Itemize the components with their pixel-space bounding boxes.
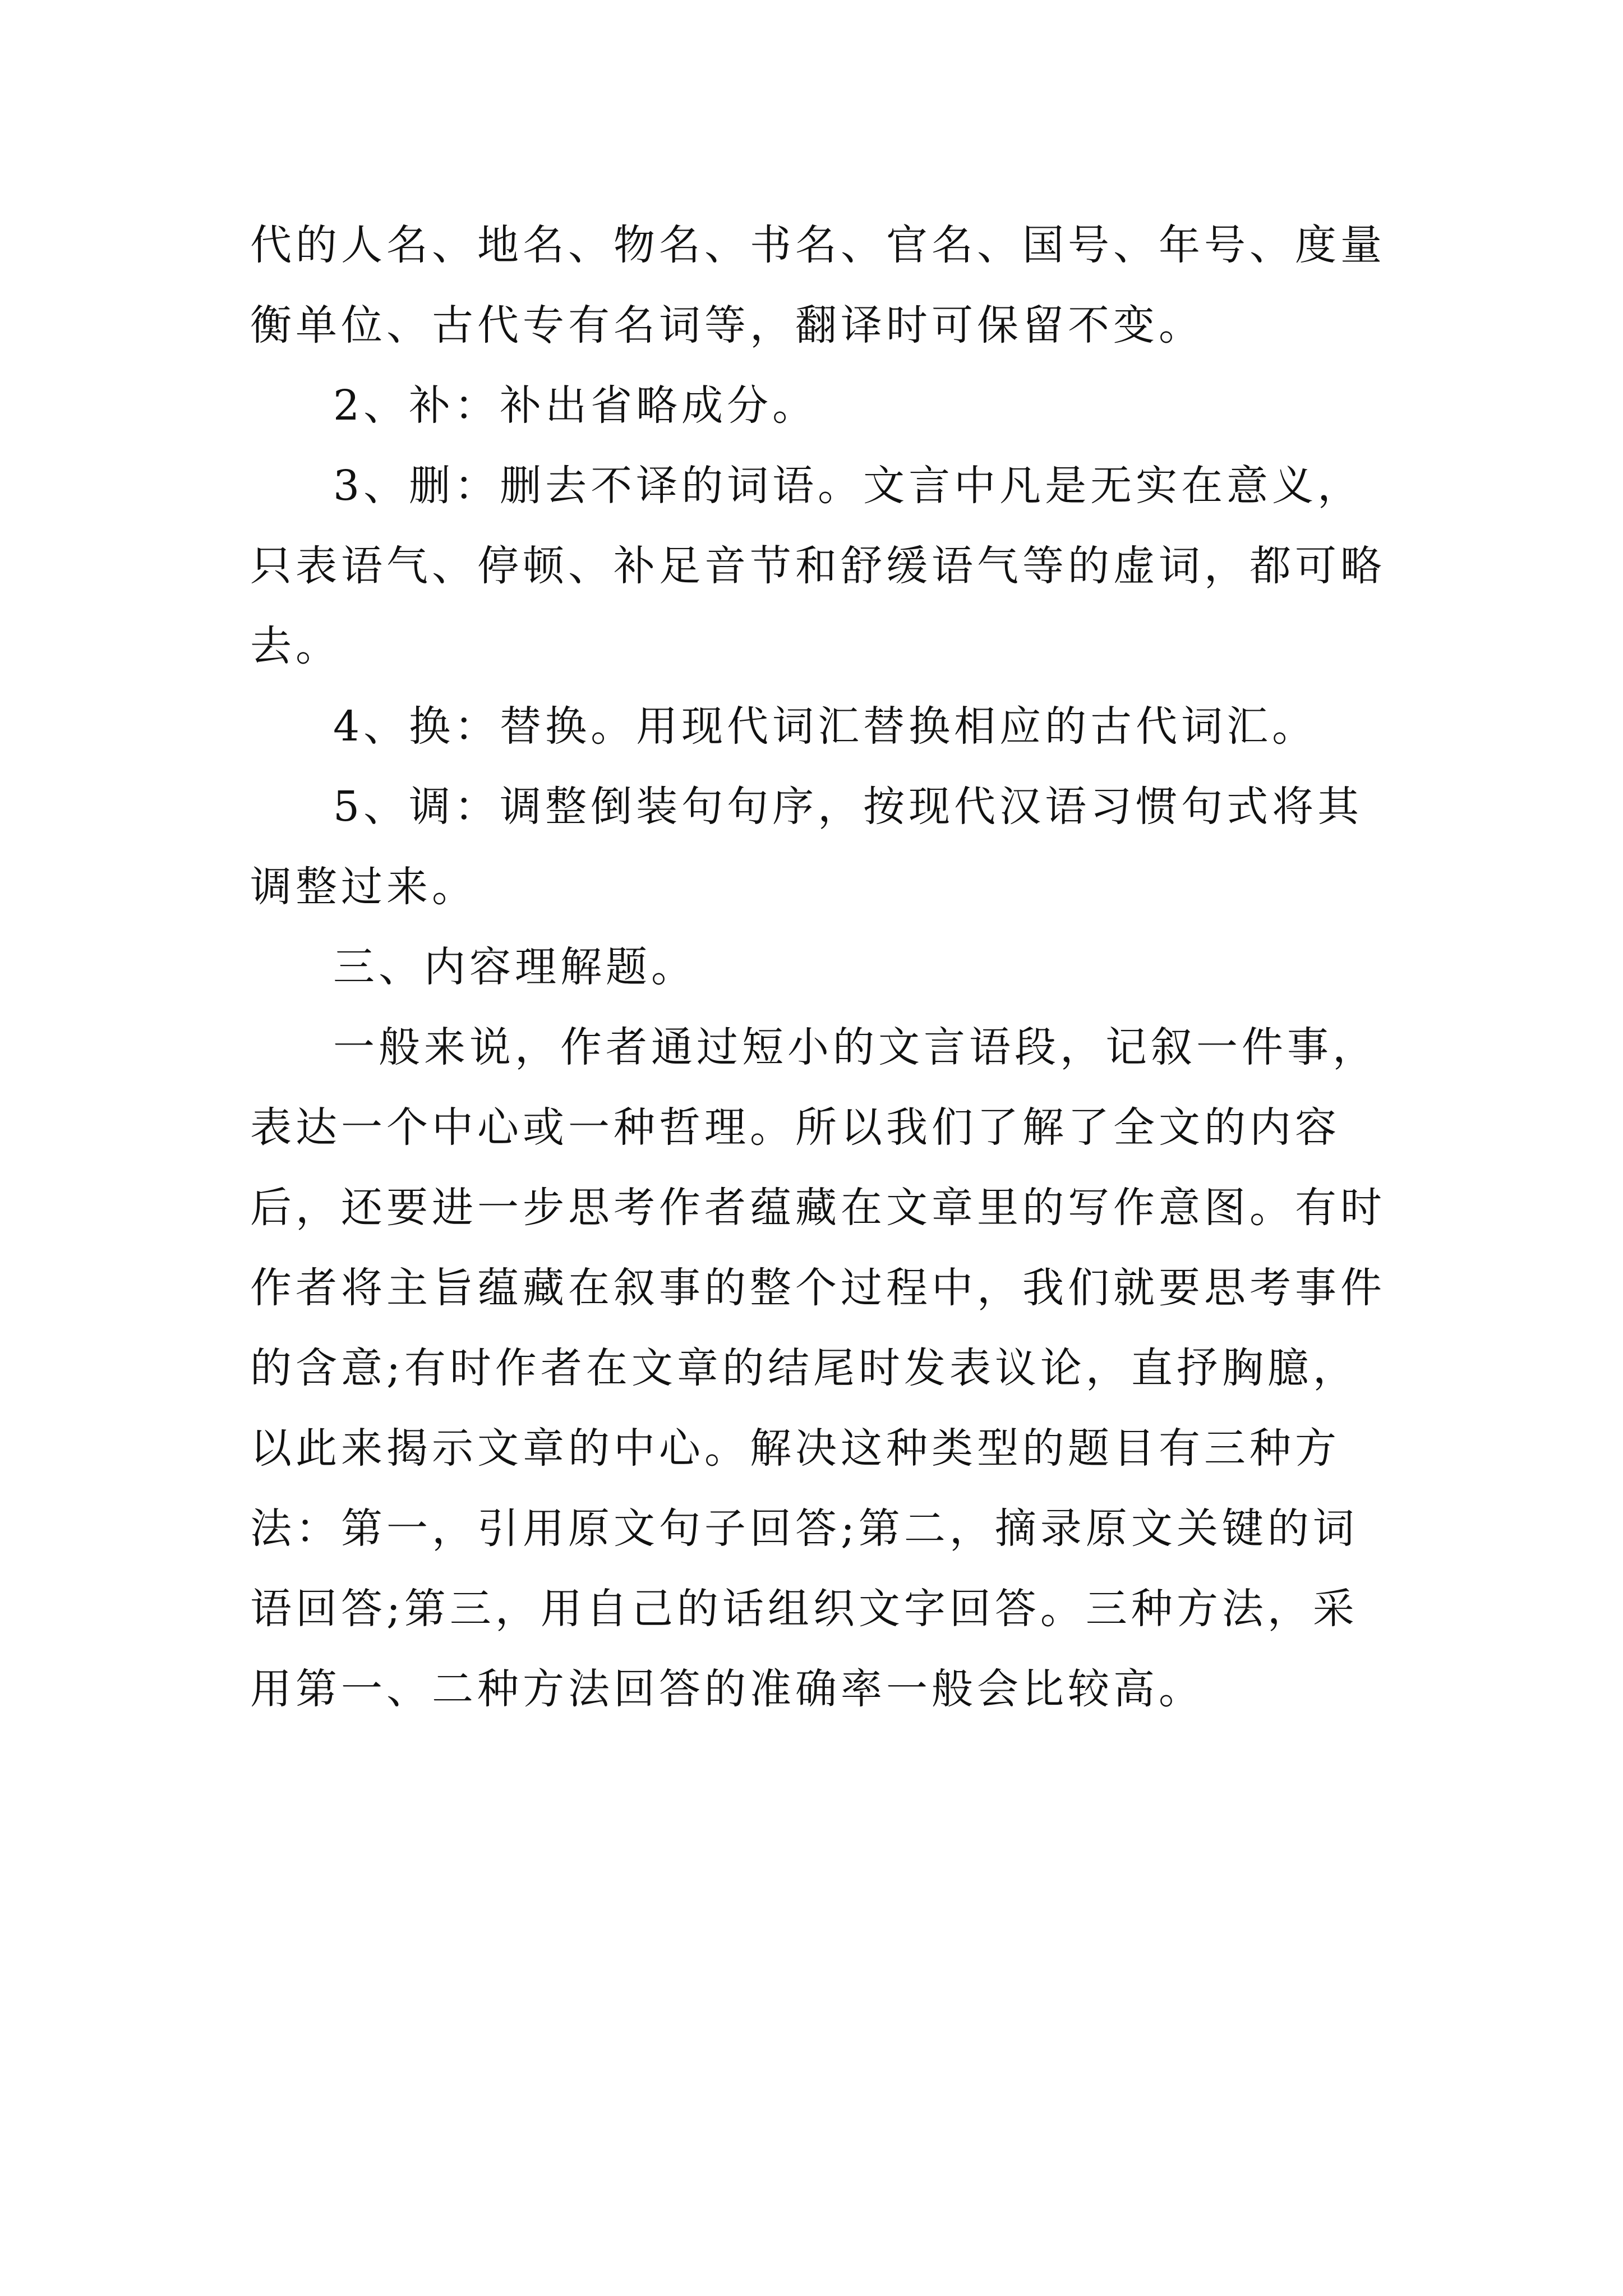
paragraph-method-5: 5、调：调整倒装句句序，按现代汉语习惯句式将其调整过来。 <box>250 783 1363 911</box>
section-heading: 三、内容理解题。 <box>333 943 697 991</box>
paragraph-method-3: 3、删：删去不译的词语。文言中凡是无实在意义，只表语气、停顿、补足音节和舒缓语气等的虚词，都可略去。 <box>250 462 1386 670</box>
paragraph-content-understanding: 一般来说，作者通过短小的文言语段，记叙一件事，表达一个中心或一种哲理。所以我们了解了全文的内容后，还要进一步思考作者蕴藏在文章里的写作意图。有时作者将主旨蕴藏在叙事的整个过程中，我们就要思考事件的含意;有时作者在文章的结尾时发表议论，直抒胸臆，以此来揭示文章的中心。解决这种类型的题目有三种方法：第一，引用原文句子回答;第二，摘录原文关键的词语回答;第三，用自己的话组织文字回答。三种方法，采用第一、二种方法回答的准确率一般会比较高。 <box>250 1023 1386 1713</box>
paragraph-method-2: 2、补：补出省略成分。 <box>333 381 818 430</box>
document-body <box>250 205 1389 1729</box>
paragraph-method-4: 4、换：替换。用现代词汇替换相应的古代词汇。 <box>333 702 1318 751</box>
paragraph-continuation: 代的人名、地名、物名、书名、官名、国号、年号、度量衡单位、古代专有名词等，翻译时可保留不变。 <box>250 221 1386 349</box>
